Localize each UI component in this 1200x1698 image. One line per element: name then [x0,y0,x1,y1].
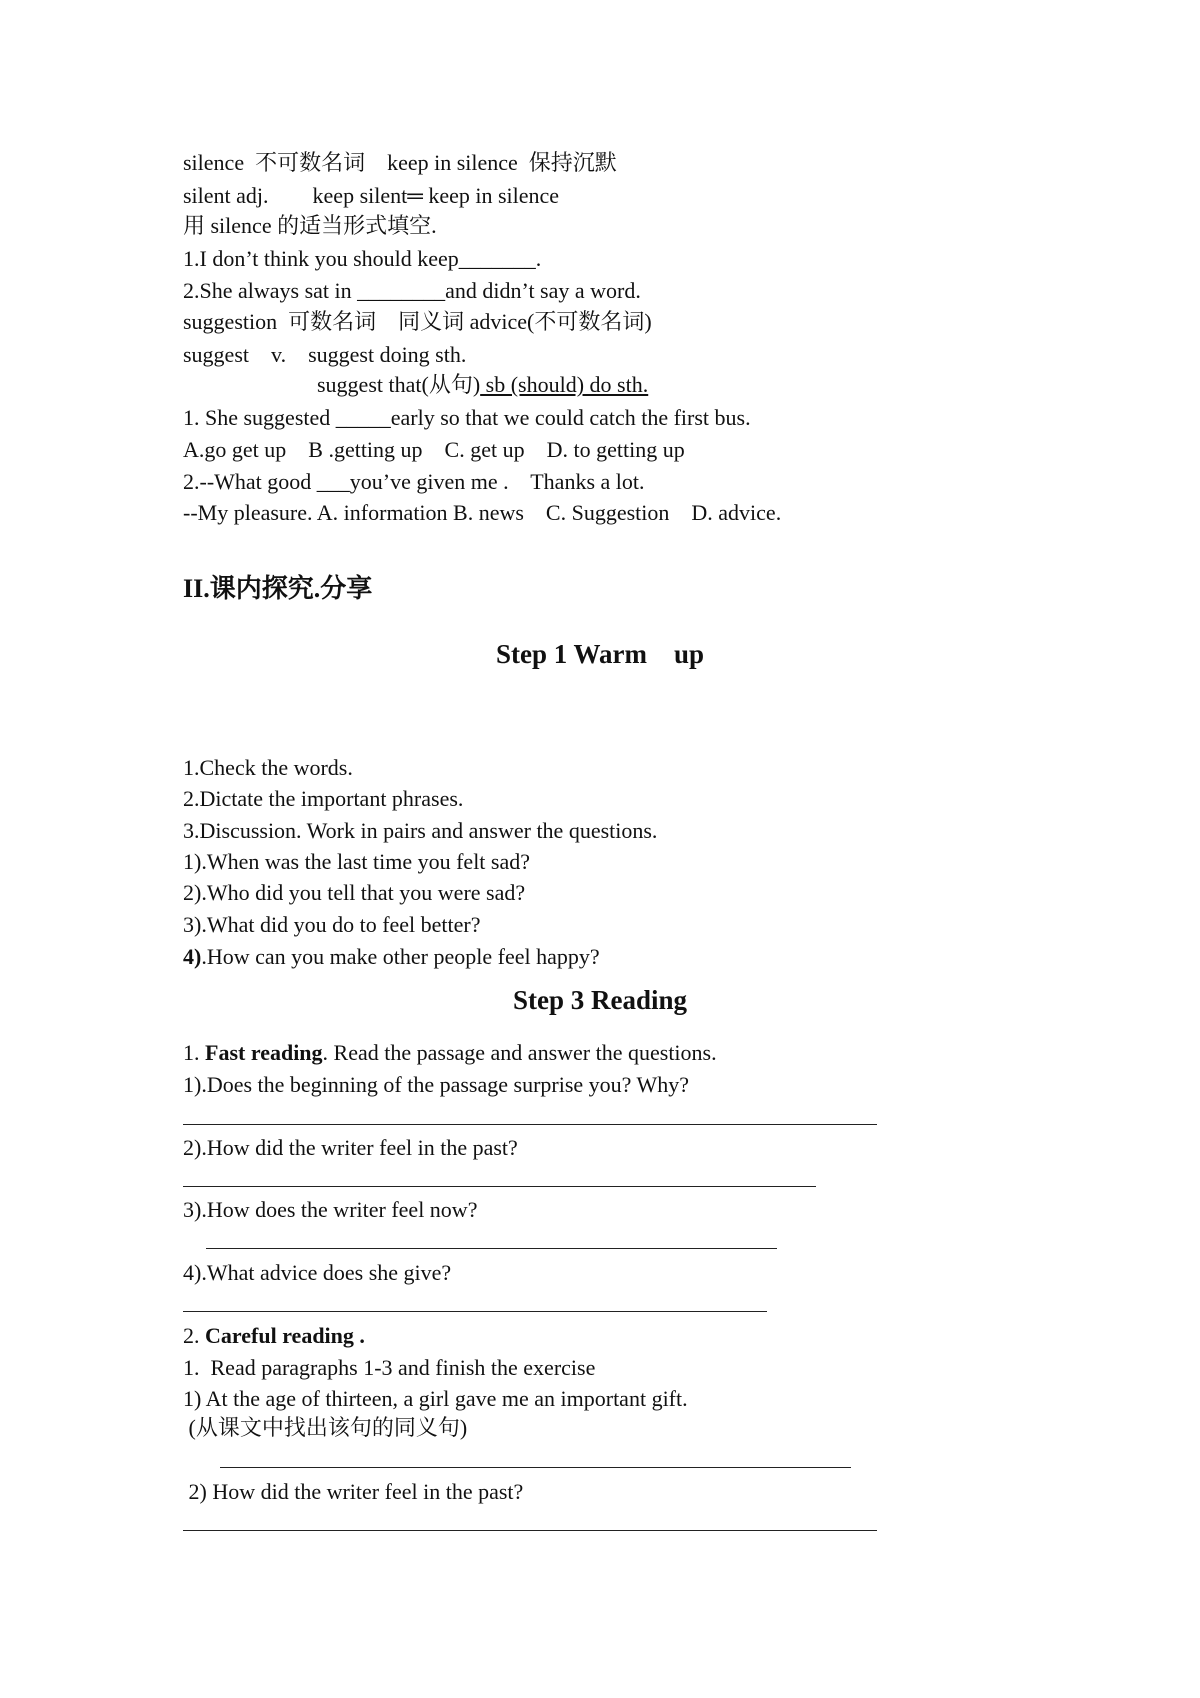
step1-item [183,944,600,970]
vocab-suggest-that-line [317,372,648,398]
fast-question-4: 4).What advice does she give? [183,1260,452,1285]
vocab-silent-line: silent adj. keep silent═ keep in silence [183,183,560,208]
suggest-that-pattern: sb (should) do sth. [480,372,649,397]
step1-item: 1.Check the words. [183,755,353,780]
vocab-suggestion-line: suggestion 可数名词 同义词 advice(不可数名词) [183,309,652,334]
exercise-q1: 1.I don’t think you should keep_______. [183,246,542,271]
exercise-q2: 2.She always sat in ________and didn’t say a word. [183,278,641,303]
step1-item: 2).Who did you tell that you were sad? [183,880,526,905]
careful-reading-task: 1. Read paragraphs 1-3 and finish the exercise [183,1355,596,1380]
fast-reading-instruction: . Read the passage and answer the questions. [322,1040,717,1065]
careful-reading-label: Careful reading . [205,1323,365,1348]
answer-line[interactable] [206,1248,777,1249]
step1-item: 1).When was the last time you felt sad? [183,849,531,874]
answer-line[interactable] [183,1186,816,1187]
section-heading: II.课内探究.分享 [183,574,373,603]
step1-title: Step 1 Warm up [495,639,705,669]
fast-reading-label: Fast reading [205,1040,323,1065]
fast-reading-number: 1. [183,1040,205,1065]
fill-instruction: 用 silence 的适当形式填空. [183,213,437,238]
step1-item: 2.Dictate the important phrases. [183,786,464,811]
careful-reading-heading [183,1323,365,1349]
answer-line[interactable] [183,1124,877,1125]
step1-item: 3.Discussion. Work in pairs and answer the questions. [183,818,658,843]
vocab-silence-line: silence 不可数名词 keep in silence 保持沉默 [183,150,617,175]
mc-question-1: 1. She suggested _____early so that we could catch the first bus. [183,405,751,430]
fast-question-3: 3).How does the writer feel now? [183,1197,478,1222]
suggest-that-prefix: suggest that(从句) [317,372,481,397]
step3-title: Step 3 Reading [512,985,688,1015]
careful-reading-number: 2. [183,1323,205,1348]
mc-question-2: 2.--What good ___you’ve given me . Thanks a lot. [183,469,645,494]
careful-reading-sentence: 1) At the age of thirteen, a girl gave me an important gift. [183,1386,688,1411]
careful-reading-hint: (从课文中找出该句的同义句) [183,1415,468,1440]
careful-reading-question: 2) How did the writer feel in the past? [183,1479,524,1504]
fast-question-1: 1).Does the beginning of the passage surprise you? Why? [183,1072,690,1097]
answer-line[interactable] [183,1311,767,1312]
step1-q4-text: .How can you make other people feel happy? [201,944,600,969]
fast-question-2: 2).How did the writer feel in the past? [183,1135,518,1160]
step1-item: 3).What did you do to feel better? [183,912,481,937]
step1-q4-number: 4) [183,944,202,969]
mc-question-1-options: A.go get up B .getting up C. get up D. to getting up [183,437,685,462]
vocab-suggest-line: suggest v. suggest doing sth. [183,342,467,367]
fast-reading-heading [183,1040,717,1066]
answer-line[interactable] [183,1530,877,1531]
mc-question-2-options: --My pleasure. A. information B. news C. Suggestion D. advice. [183,500,782,525]
answer-line[interactable] [220,1467,851,1468]
